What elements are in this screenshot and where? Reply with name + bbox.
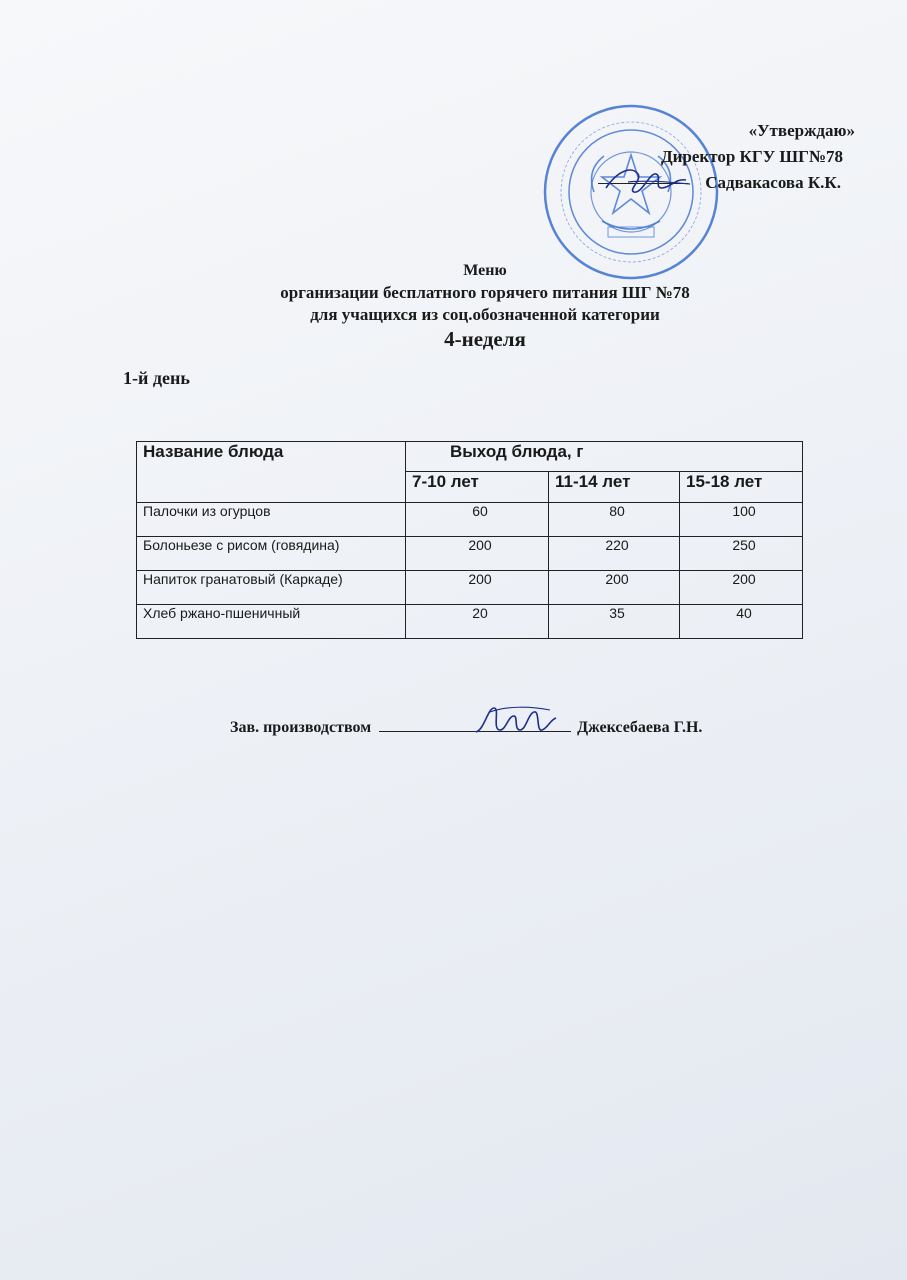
age-group-header: 7-10 лет — [406, 472, 549, 503]
director-signature — [598, 160, 698, 200]
table-row — [137, 537, 803, 571]
table-row — [137, 571, 803, 605]
yield-value: 60 — [406, 503, 549, 537]
yield-value: 250 — [680, 537, 803, 571]
yield-value: 200 — [406, 571, 549, 605]
dish-name: Болоньезе с рисом (говядина) — [137, 537, 406, 571]
approval-line2: Директор КГУ ШГ№78 — [660, 147, 843, 166]
header-yield: Выход блюда, г — [406, 442, 803, 472]
title-line1: организации бесплатного горячего питания ШГ №78 — [280, 283, 690, 302]
dish-name: Напиток гранатовый (Каркаде) — [137, 571, 406, 605]
dish-name: Палочки из огурцов — [137, 503, 406, 537]
yield-value: 35 — [549, 605, 680, 639]
yield-value: 200 — [406, 537, 549, 571]
age-group-header: 15-18 лет — [680, 472, 803, 503]
menu-table — [136, 441, 803, 639]
yield-value: 100 — [680, 503, 803, 537]
yield-value: 200 — [680, 571, 803, 605]
approval-line1: «Утверждаю» — [748, 121, 855, 140]
footer-name: Джексебаева Г.Н. — [577, 719, 703, 736]
table-row — [137, 503, 803, 537]
footer-signature-line — [230, 717, 702, 737]
day-label: 1-й день — [123, 368, 190, 388]
yield-value: 80 — [549, 503, 680, 537]
yield-value: 220 — [549, 537, 680, 571]
header-dish-name: Название блюда — [137, 442, 406, 503]
title-line2: для учащихся из соц.обозначенной категории — [310, 305, 660, 324]
chef-signature — [470, 700, 560, 740]
yield-value: 40 — [680, 605, 803, 639]
table-header-row — [137, 442, 803, 472]
yield-value: 20 — [406, 605, 549, 639]
dish-name: Хлеб ржано-пшеничный — [137, 605, 406, 639]
yield-value: 200 — [549, 571, 680, 605]
age-group-header: 11-14 лет — [549, 472, 680, 503]
week-heading: 4-неделя — [444, 327, 526, 351]
title-block — [0, 260, 907, 350]
approval-line3: Садвакасова К.К. — [705, 173, 841, 192]
menu-heading: Меню — [463, 262, 507, 279]
table-row — [137, 605, 803, 639]
footer-role: Зав. производством — [230, 719, 372, 736]
